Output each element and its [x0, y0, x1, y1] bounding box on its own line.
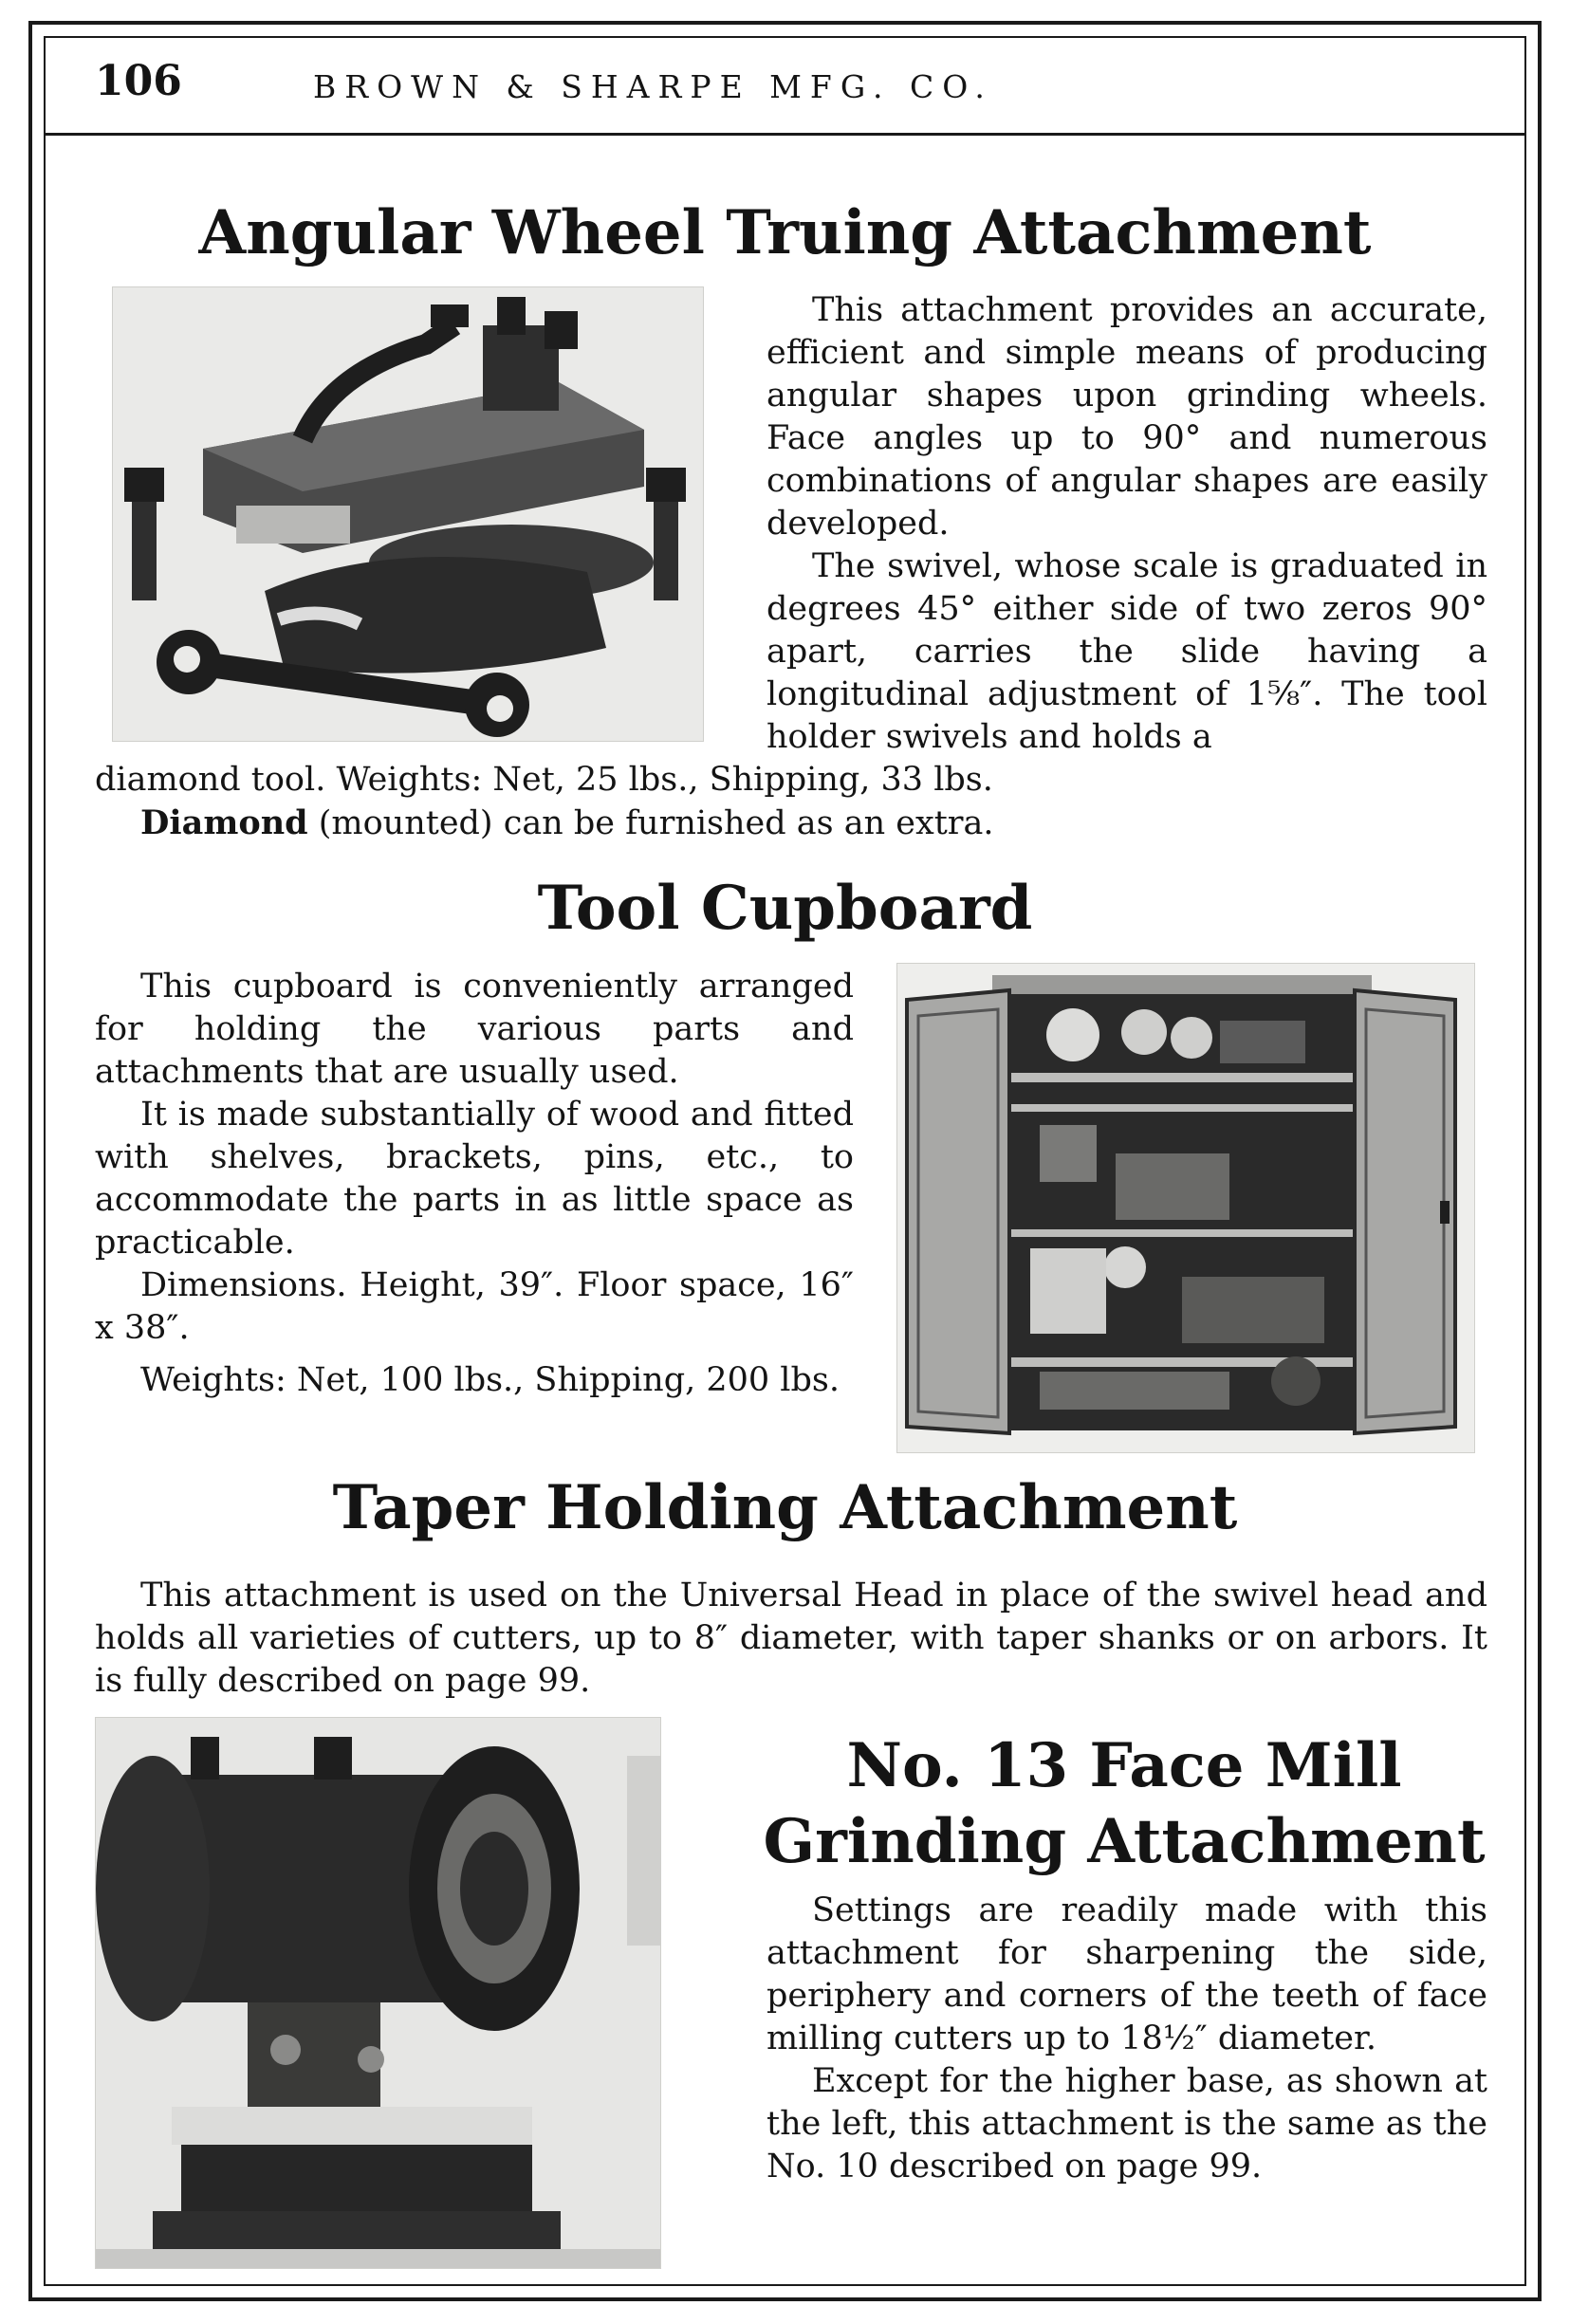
angular-paragraph-2-end: diamond tool. Weights: Net, 25 lbs., Shipping, 33 lbs.: [95, 761, 993, 799]
taper-text: [95, 1575, 1487, 1703]
cupboard-paragraph-3: Dimensions. Height, 39″. Floor space, 16″ x 38″.: [95, 1266, 854, 1347]
angular-paragraph-2-start: The swivel, whose scale is graduated in degrees 45° either side of two zeros 90° apart, carries the slide having a longitudinal adjustment of 1⅝″. The tool holder swivels and holds a: [767, 547, 1487, 756]
tool-cupboard-photo: [896, 963, 1475, 1453]
facemill-paragraph-1: Settings are readily made with this attachment for sharpening the side, periphery and corners of the teeth of face milling cutters up to 18½″ diameter.: [767, 1891, 1487, 2057]
cupboard-title: Tool Cupboard: [537, 873, 1033, 944]
facemill-title-line-1: No. 13 Face Mill: [846, 1730, 1402, 1801]
angular-paragraph-3: [95, 802, 1487, 845]
page-number: 106: [95, 57, 182, 105]
cupboard-paragraph-2: It is made substantially of wood and fitted with shelves, brackets, pins, etc., to accommodate the parts in as little space as practicable.: [95, 1096, 854, 1262]
cupboard-paragraph-4: Weights: Net, 100 lbs., Shipping, 200 lbs.: [140, 1361, 840, 1399]
cupboard-text: [95, 966, 854, 1402]
cupboard-paragraph-1: This cupboard is conveniently arranged for holding the various parts and attachments that are usually used.: [95, 968, 854, 1091]
facemill-title: [721, 1728, 1527, 1880]
facemill-text: [767, 1890, 1487, 2188]
header-rule: [44, 133, 1526, 136]
facemill-paragraph-2: Except for the higher base, as shown at the left, this attachment is the same as the No. 10 described on page 99.: [767, 2062, 1488, 2186]
angular-truing-attachment-photo: [112, 286, 704, 742]
taper-title: Taper Holding Attachment: [332, 1472, 1238, 1543]
face-mill-attachment-photo: [95, 1717, 661, 2269]
angular-truing-attachment-illustration: [113, 287, 703, 741]
angular-text-right-2: [767, 545, 1487, 759]
taper-paragraph-1: This attachment is used on the Universal Head in place of the swivel head and holds all varieties of cutters, up to 8″ diameter, with taper shanks or on arbors. It is fully described on page 99.: [95, 1577, 1487, 1700]
running-head: BROWN & SHARPE MFG. CO.: [313, 68, 993, 105]
face-mill-attachment-illustration: [96, 1718, 660, 2268]
angular-title: Angular Wheel Truing Attachment: [198, 197, 1372, 268]
facemill-title-line-2: Grinding Attachment: [763, 1806, 1486, 1877]
tool-cupboard-illustration: [897, 964, 1474, 1452]
diamond-bold: Diamond: [140, 803, 308, 842]
angular-paragraph-1: This attachment provides an accurate, efficient and simple means of producing angular shapes upon grinding wheels. Face angles up to 90° and numerous combinations of angular shapes are easily developed.: [767, 291, 1487, 543]
angular-text-right: [767, 289, 1487, 545]
angular-paragraph-3-rest: (mounted) can be furnished as an extra.: [307, 804, 994, 842]
angular-text-full: [95, 759, 1487, 845]
